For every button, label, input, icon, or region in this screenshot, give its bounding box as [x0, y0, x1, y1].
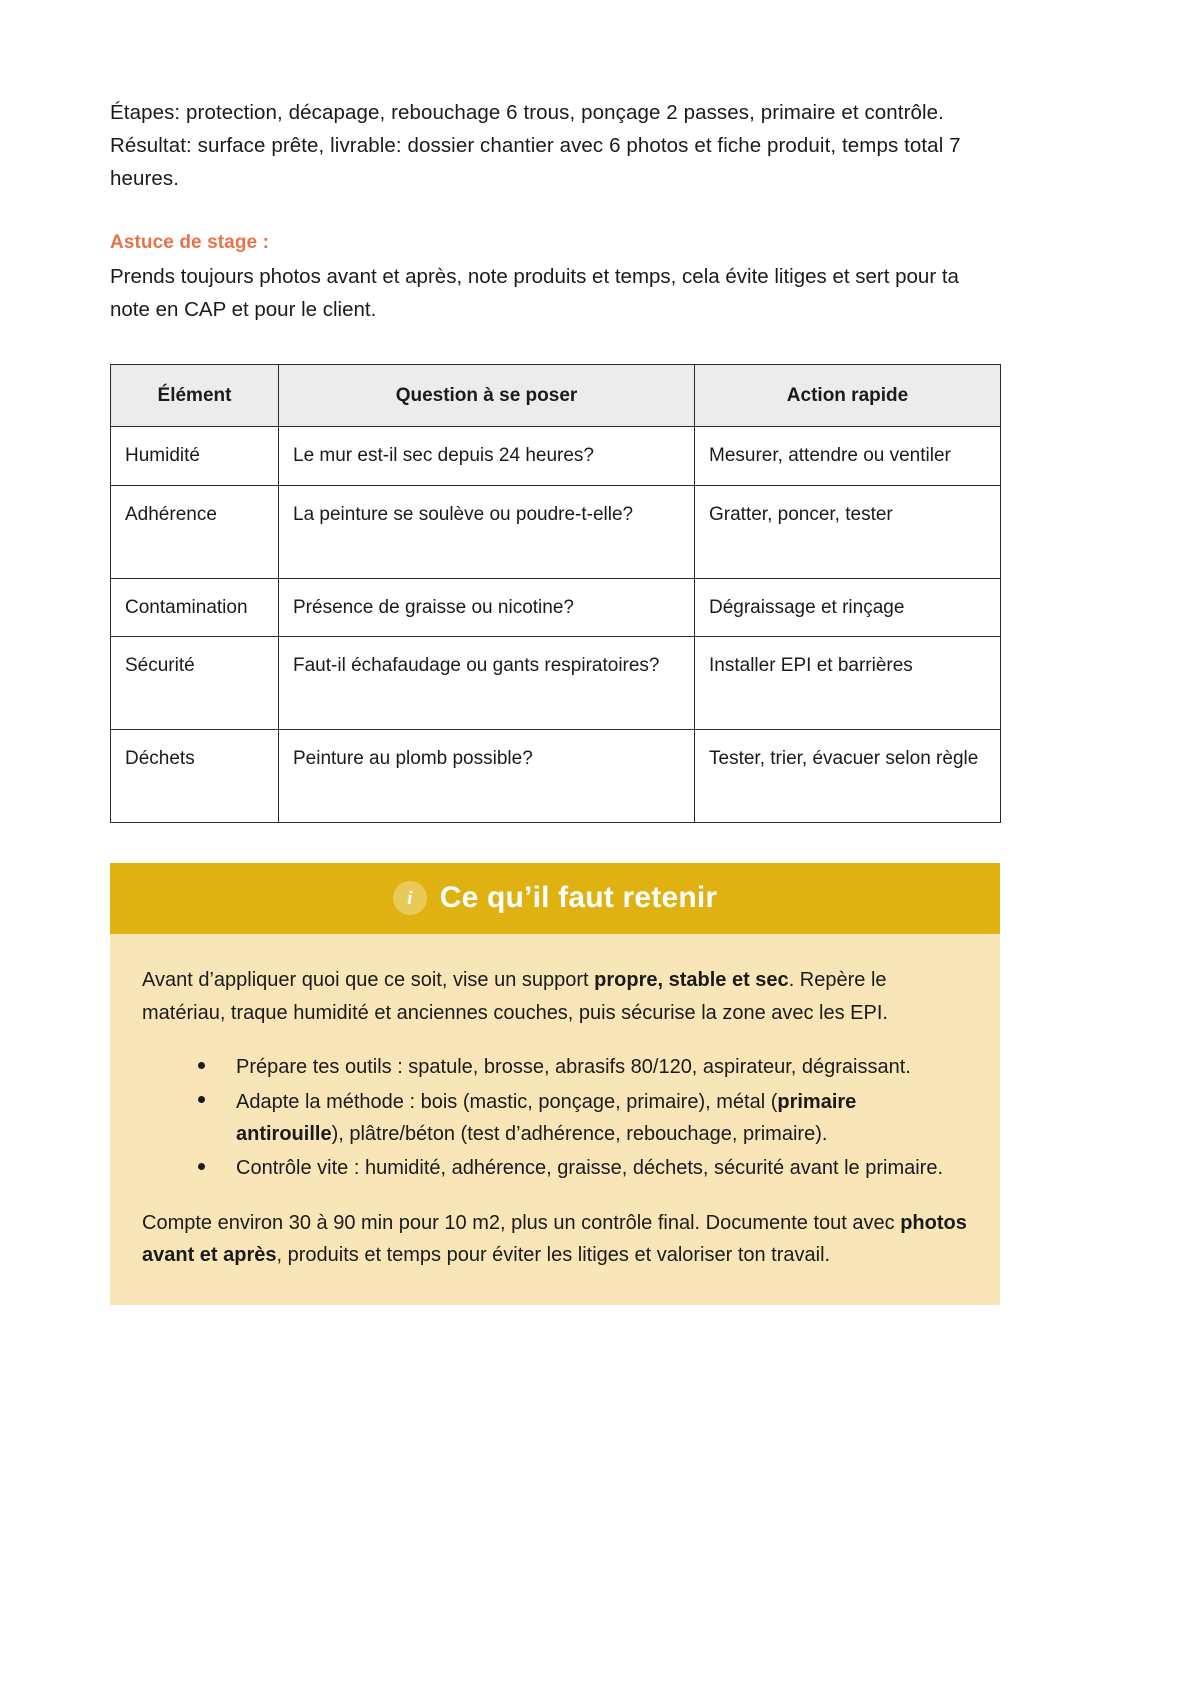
- bullet-text-2: Adapte la méthode : bois (mastic, ponçage, primaire), métal (: [236, 1090, 778, 1113]
- bullet-dot-icon: [198, 1062, 205, 1069]
- tip-body: Prends toujours photos avant et après, note produits et temps, cela évite litiges et sert pour ta note en CAP et pour le client.: [110, 264, 959, 321]
- cell-element: Déchets: [111, 730, 279, 823]
- cell-action: Tester, trier, évacuer selon règle: [695, 730, 1001, 823]
- table-row: [111, 485, 1001, 578]
- bullet-dot-icon: [198, 1163, 205, 1170]
- cell-action: Installer EPI et barrières: [695, 637, 1001, 730]
- checklist-table: [110, 364, 1001, 823]
- cell-question: Peinture au plomb possible?: [279, 730, 695, 823]
- cell-element: Contamination: [111, 578, 279, 636]
- callout-body: [110, 934, 1000, 1305]
- callout-bullet-list: [142, 1051, 968, 1185]
- callout-lead-paragraph: [142, 964, 968, 1029]
- lead-bold: propre, stable et sec: [594, 969, 789, 992]
- list-item: [198, 1051, 968, 1083]
- table-row: [111, 427, 1001, 485]
- bullet-dot-icon: [198, 1096, 205, 1103]
- info-icon-glyph: i: [407, 887, 413, 909]
- table-row: [111, 730, 1001, 823]
- cell-action: Mesurer, attendre ou ventiler: [695, 427, 1001, 485]
- cell-element: Sécurité: [111, 637, 279, 730]
- list-item: [198, 1152, 968, 1184]
- tip-block: [110, 232, 1090, 326]
- cell-question: Le mur est-il sec depuis 24 heures?: [279, 427, 695, 485]
- cell-action: Dégraissage et rinçage: [695, 578, 1001, 636]
- bullet-bold-2: primaire antirouille: [236, 1090, 857, 1145]
- cell-question: La peinture se soulève ou poudre-t-elle?: [279, 485, 695, 578]
- info-icon: [393, 881, 427, 915]
- closing-text-1: Compte environ 30 à 90 min pour 10 m2, plus un contrôle final. Documente tout avec: [142, 1211, 901, 1234]
- closing-bold: photos avant et après: [142, 1211, 967, 1267]
- lead-text-1: Avant d’appliquer quoi que ce soit, vise un support: [142, 969, 595, 992]
- table-header-question: Question à se poser: [279, 365, 695, 427]
- cell-element: Humidité: [111, 427, 279, 485]
- callout-title: Ce qu’il faut retenir: [439, 881, 718, 915]
- callout-header: [110, 863, 1000, 934]
- bullet-text-3: Contrôle vite : humidité, adhérence, graisse, déchets, sécurité avant le primaire.: [236, 1157, 944, 1180]
- table-header-element: Élément: [111, 365, 279, 427]
- lead-text-2: . Repère le matériau, traque humidité et anciennes couches, puis sécurise la zone avec les EPI.: [142, 969, 888, 1024]
- cell-element: Adhérence: [111, 485, 279, 578]
- intro-paragraph: Étapes: protection, décapage, rebouchage 6 trous, ponçage 2 passes, primaire et contrôle. Résultat: surface prête, livrable: dossier chantier avec 6 photos et fiche produit, temps total 7 heures.: [110, 101, 961, 191]
- table-header-row: [111, 365, 1001, 427]
- table-row: [111, 637, 1001, 730]
- closing-text-2: , produits et temps pour éviter les litiges et valoriser ton travail.: [276, 1244, 831, 1267]
- table-header-action: Action rapide: [695, 365, 1001, 427]
- cell-question: Faut-il échafaudage ou gants respiratoires?: [279, 637, 695, 730]
- list-item: [198, 1086, 968, 1151]
- table-row: [111, 578, 1001, 636]
- tip-heading: Astuce de stage :: [110, 231, 270, 253]
- bullet-text-2b: ), plâtre/béton (test d’adhérence, rebouchage, primaire).: [331, 1122, 828, 1145]
- bullet-text-1: Prépare tes outils : spatule, brosse, abrasifs 80/120, aspirateur, dégraissant.: [236, 1056, 911, 1079]
- key-takeaway-callout: [110, 863, 1000, 1305]
- callout-closing-paragraph: [142, 1207, 968, 1272]
- cell-question: Présence de graisse ou nicotine?: [279, 578, 695, 636]
- cell-action: Gratter, poncer, tester: [695, 485, 1001, 578]
